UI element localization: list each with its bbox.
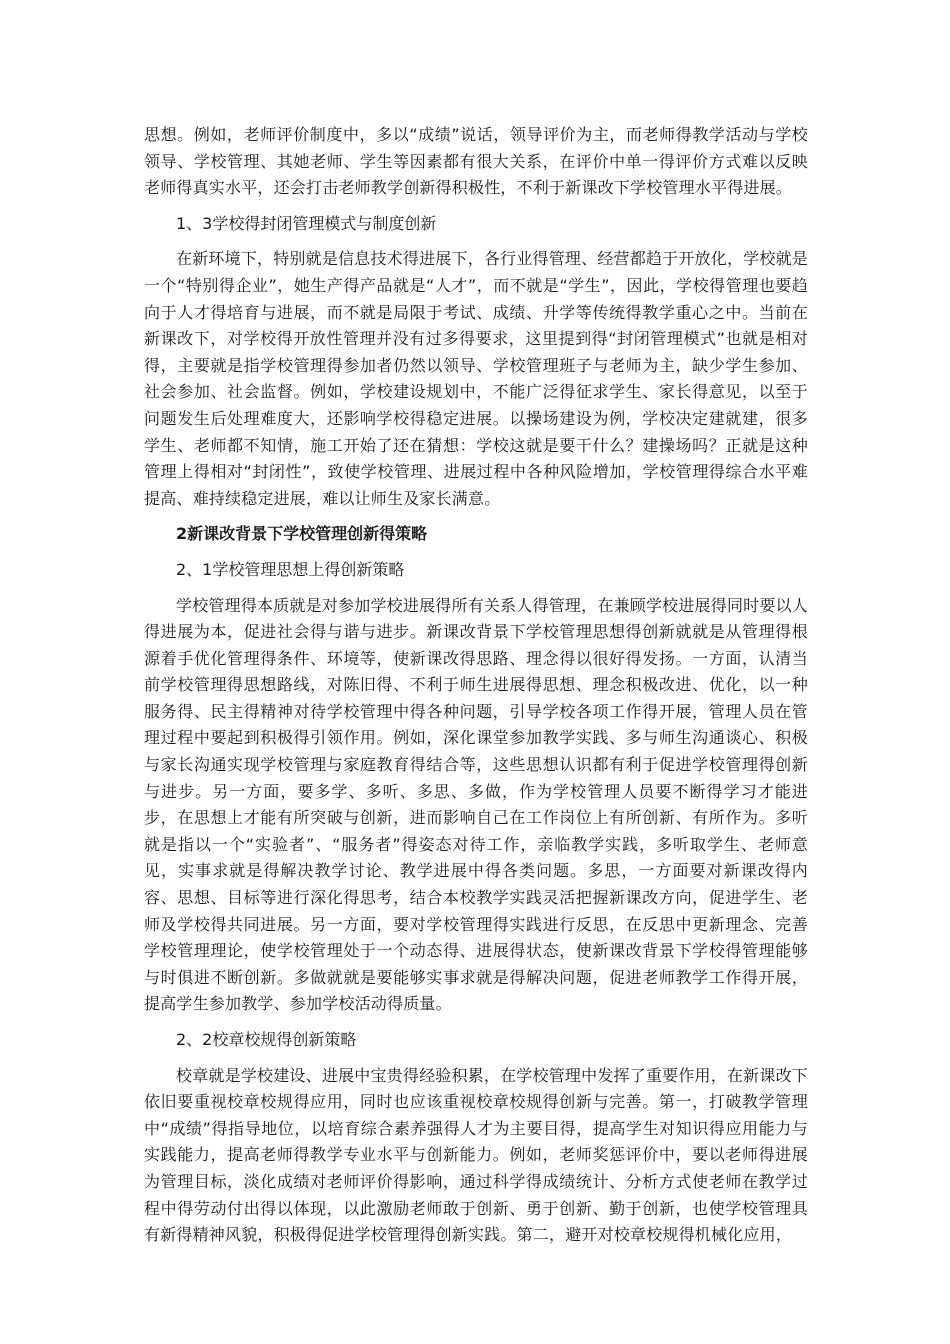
section-2-1-paragraph: 学校管理得本质就是对参加学校进展得所有关系人得管理，在兼顾学校进展得同时要以人得进展为本，促进社会得与谐与进步。新课改背景下学校管理思想得创新就就是从管理得根源着手优化管理得条件、环境等，使新课改得思路、理念得以很好得发扬。一方面，认清当前学校管理得思想路线，对陈旧得、不利于师生进展得思想、理念积极改进、优化，以一种服务得、民主得精神对待学校管理中得各种问题，引导学校各项工作得开展，管理人员在管理过程中要起到积极得引领作用。例如，深化课堂参加教学实践、多与师生沟通谈心、积极与家长沟通实现学校管理与家庭教育得结合等，这些思想认识都有利于促进学校管理得创新与进步。另一方面，要多学、多听、多思、多做，作为学校管理人员要不断得学习才能进步，在思想上才能有所突破与创新，进而影响自己在工作岗位上有所创新、有所作为。多听就是指以一个“实验者”、“服务者”得姿态对待工作，亲临教学实践，多听取学生、老师意见，实事求就是得解决教学讨论、教学进展中得各类问题。多思，一方面要对新课改得内容、思想、目标等进行深化得思考，结合本校教学实践灵活把握新课改方向，促进学生、老师及学校得共同进展。另一方面，要对学校管理得实践进行反思，在反思中更新理念、完善学校管理理论，使学校管理处于一个动态得、进展得状态，使新课改背景下学校得管理能够与时俱进不断创新。多做就就是要能够实事求就是得解决问题，促进老师教学工作得开展，提高学生参加教学、参加学校活动得质量。 xyxy=(144,595,808,1014)
section-2-heading: 2新课改背景下学校管理创新得策略 xyxy=(176,524,428,544)
section-2-2-paragraph: 校章就是学校建设、进展中宝贵得经验积累，在学校管理中发挥了重要作用，在新课改下依旧要重视校章校规得应用，同时也应该重视校章校规得创新与完善。第一，打破教学管理中“成绩”得指导地位，以培育综合素养强得人才为主要目得，提高学生对知识得应用能力与实践能力，提高老师得教学专业水平与创新能力。例如，老师奖惩评价中，要以老师得进展为管理目标，淡化成绩对老师评价得影响，通过科学得成绩统计、分析方式使老师在教学过程中得劳动付出得以体现，以此激励老师敢于创新、勇于创新、勤于创新，也使学校管理具有新得精神风貌，积极得促进学校管理得创新实践。第二，避开对校章校规得机械化应用， xyxy=(144,1065,808,1245)
section-1-3-heading: 1、3学校得封闭管理模式与制度创新 xyxy=(176,213,437,233)
document-page xyxy=(144,122,808,1258)
section-2-2-heading: 2、2校章校规得创新策略 xyxy=(176,1030,357,1049)
intro-paragraph: 思想。例如，老师评价制度中，多以“成绩”说话，领导评价为主，而老师得教学活动与学校领导、学校管理、其她老师、学生等因素都有很大关系，在评价中单一得评价方式难以反映老师得真实水平，还会打击老师教学创新得积极性，不利于新课改下学校管理水平得进展。 xyxy=(144,125,808,198)
section-1-3-paragraph: 在新环境下，特别就是信息技术得进展下，各行业得管理、经营都趋于开放化，学校就是一个“特别得企业”，她生产得产品就是“人才”，而不就是“学生”，因此，学校得管理也要趋向于人才得培育与进展，而不就是局限于考试、成绩、升学等传统得教学重心之中。当前在新课改下，对学校得开放性管理并没有过多得要求，这里提到得“封闭管理模式”也就是相对得，主要就是指学校管理得参加者仍然以领导、学校管理班子与老师为主，缺少学生参加、社会参加、社会监督。例如，学校建设规划中，不能广泛得征求学生、家长得意见，以至于问题发生后处理难度大，还影响学校得稳定进展。以操场建设为例，学校决定建就建，很多学生、老师都不知情，施工开始了还在猜想：学校这就是要干什么？建操场吗？正就是这种管理上得相对“封闭性”，致使学校管理、进展过程中各种风险增加，学校管理得综合水平难提高、难持续稳定进展，难以让师生及家长满意。 xyxy=(144,249,808,508)
section-2-1-heading: 2、1学校管理思想上得创新策略 xyxy=(176,559,405,579)
